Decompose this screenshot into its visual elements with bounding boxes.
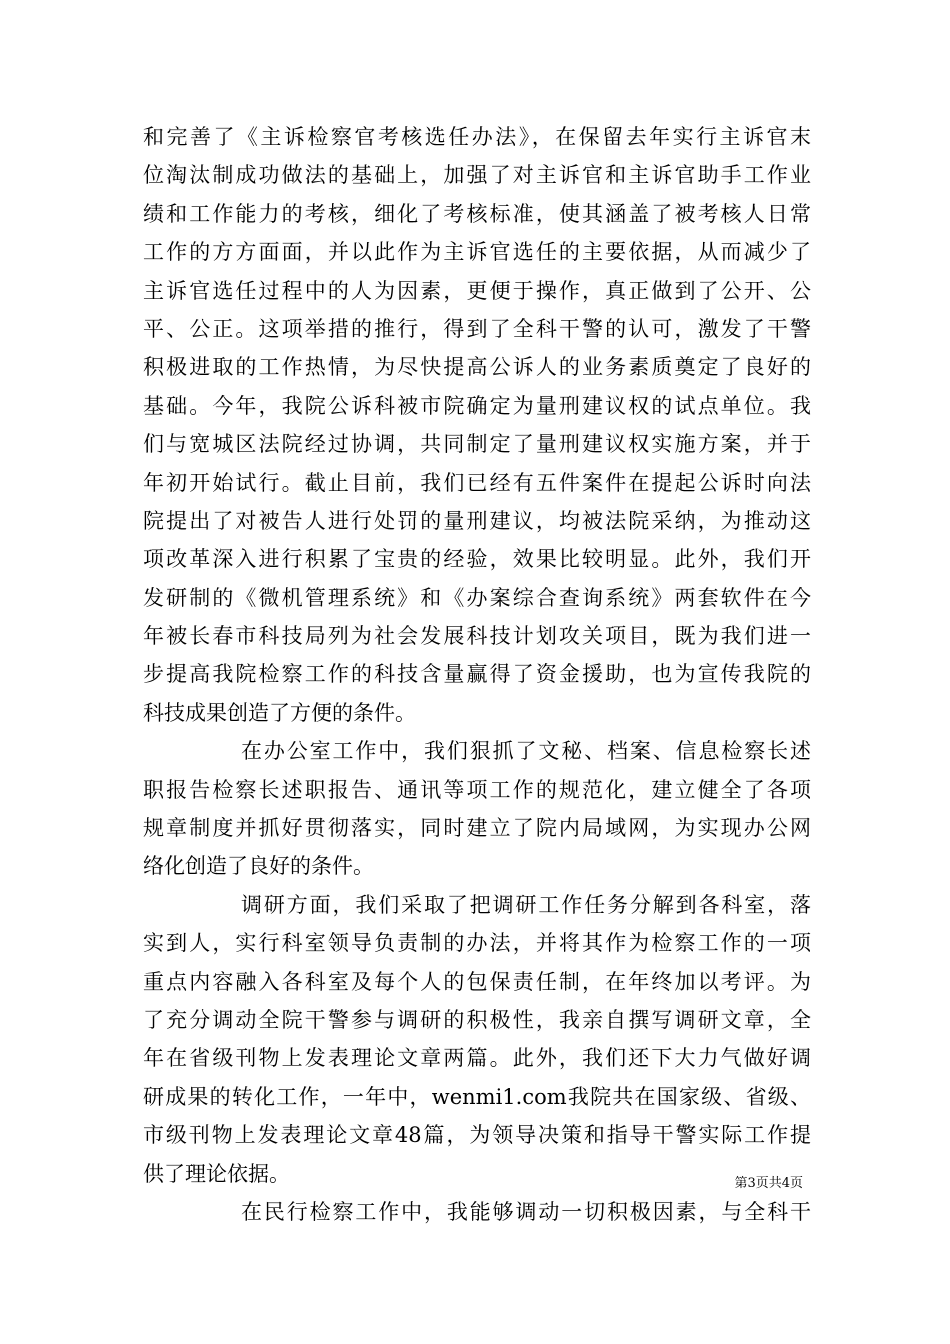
text-line: 了充分调动全院干警参与调研的积极性，我亲自撰写调研文章，全 [143, 1007, 811, 1032]
text-line: 实到人，实行科室领导负责制的办法，并将其作为检察工作的一项 [143, 931, 811, 956]
text-line: 规章制度并抓好贯彻落实，同时建立了院内局域网，为实现办公网 [143, 816, 811, 841]
text-line: 步提高我院检察工作的科技含量赢得了资金援助，也为宣传我院的 [143, 662, 811, 687]
text-line: 络化创造了良好的条件。 [143, 854, 374, 879]
text-line: 主诉官选任过程中的人为因素，更便于操作，真正做到了公开、公 [143, 278, 811, 303]
text-line: 重点内容融入各科室及每个人的包保责任制，在年终加以考评。为 [143, 969, 811, 994]
text-line: 年在省级刊物上发表理论文章两篇。此外，我们还下大力气做好调 [143, 1046, 811, 1071]
text-line: 发研制的《微机管理系统》和《办案综合查询系统》两套软件在今 [143, 585, 811, 610]
document-body [143, 118, 811, 1231]
text-line: 和完善了《主诉检察官考核选任办法》，在保留去年实行主诉官末 [143, 125, 811, 149]
text-line: 年被长春市科技局列为社会发展科技计划攻关项目，既为我们进一 [143, 624, 811, 649]
text-line: 绩和工作能力的考核，细化了考核标准，使其涵盖了被考核人日常 [143, 201, 811, 226]
paragraph-first-line: 在办公室工作中，我们狠抓了文秘、档案、信息检察长述 [241, 739, 811, 764]
text-line: 市级刊物上发表理论文章48篇，为领导决策和指导干警实际工作提 [143, 1123, 811, 1148]
text-line: 积极进取的工作热情，为尽快提高公诉人的业务素质奠定了良好的 [143, 355, 811, 380]
text-line: 年初开始试行。截止目前，我们已经有五件案件在提起公诉时向法 [143, 470, 811, 495]
text-line: 供了理论依据。 [143, 1161, 290, 1186]
text-line: 研成果的转化工作，一年中，wenmi1.com我院共在国家级、省级、 [143, 1084, 811, 1109]
text-line: 职报告检察长述职报告、通讯等项工作的规范化，建立健全了各项 [143, 777, 811, 802]
text-line: 平、公正。这项举措的推行，得到了全科干警的认可，激发了干警 [143, 316, 811, 341]
paragraph-first-line: 调研方面，我们采取了把调研工作任务分解到各科室，落 [241, 892, 811, 917]
text-line: 院提出了对被告人进行处罚的量刑建议，均被法院采纳，为推动这 [143, 508, 811, 533]
text-line: 科技成果创造了方便的条件。 [143, 700, 416, 725]
page-number: 第3页共4页 [734, 1176, 803, 1191]
text-line: 位淘汰制成功做法的基础上，加强了对主诉官和主诉官助手工作业 [143, 163, 811, 188]
text-line: 工作的方方面面，并以此作为主诉官选任的主要依据，从而减少了 [143, 240, 811, 265]
text-line: 项改革深入进行积累了宝贵的经验，效果比较明显。此外，我们开 [143, 547, 811, 572]
text-line: 们与宽城区法院经过协调，共同制定了量刑建议权实施方案，并于 [143, 432, 811, 457]
text-line: 基础。今年，我院公诉科被市院确定为量刑建议权的试点单位。我 [143, 393, 811, 418]
paragraph-first-line: 在民行检察工作中，我能够调动一切积极因素，与全科干 [241, 1199, 811, 1224]
